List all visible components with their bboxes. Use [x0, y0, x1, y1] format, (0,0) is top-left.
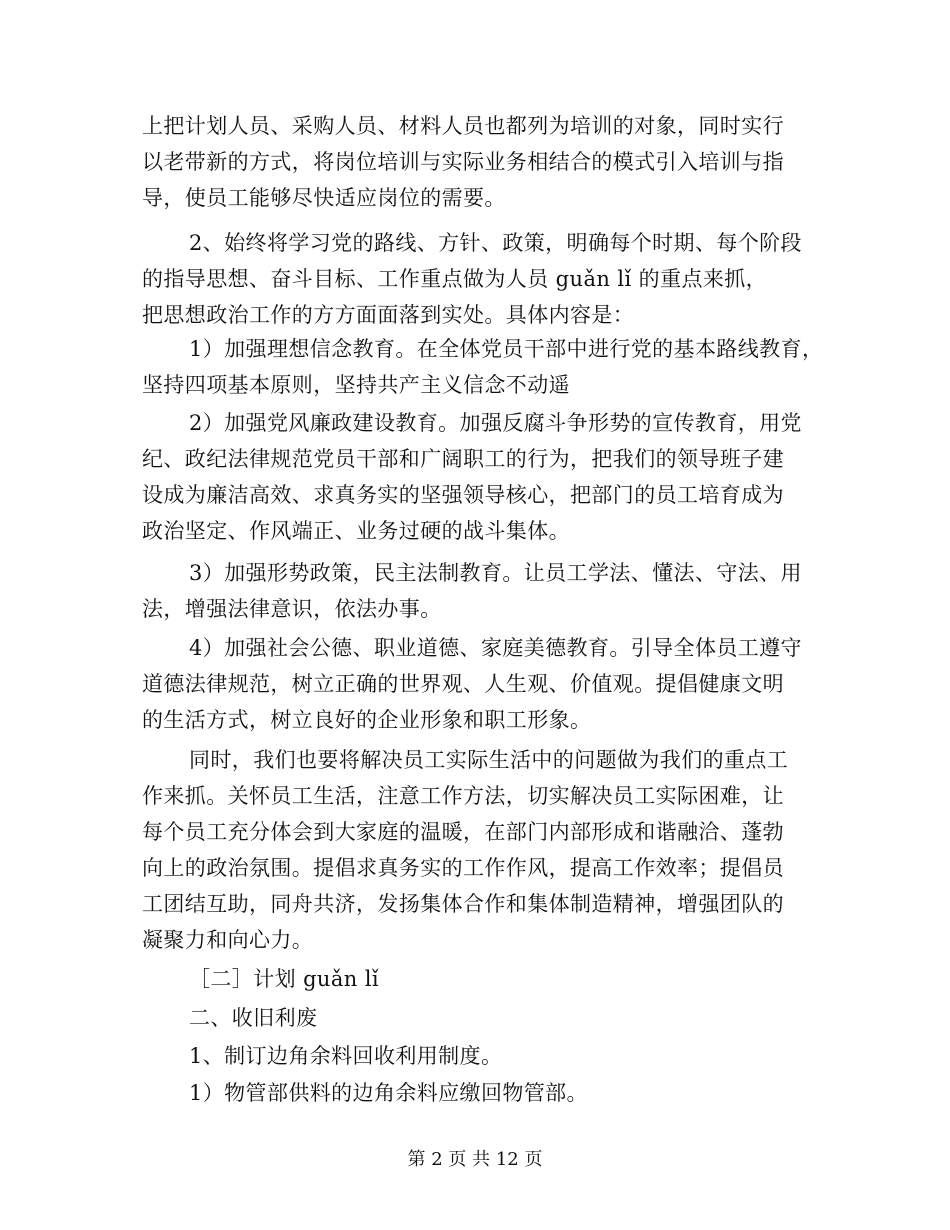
text-line: 每个员工充分体会到大家庭的温暖，在部门内部形成和谐融洽、蓬勃 — [142, 820, 784, 844]
text-line: 道德法律规范，树立正确的世界观、人生观、价值观。提倡健康文明 — [142, 672, 784, 696]
paragraph-start-line: 1）加强理想信念教育。在全体党员干部中进行党的基本路线教育， — [189, 337, 824, 361]
paragraph-start-line: 2、始终将学习党的路线、方针、政策，明确每个时期、每个阶段 — [189, 231, 802, 255]
paragraph-start-line: 同时，我们也要将解决员工实际生活中的问题做为我们的重点工 — [189, 748, 789, 772]
section-heading: 二、收旧利废 — [189, 1006, 318, 1030]
text-line: 向上的政治氛围。提倡求真务实的工作作风，提高工作效率；提倡员 — [142, 856, 784, 880]
text-line: 设成为廉洁高效、求真务实的坚强领导核心，把部门的员工培育成为 — [142, 483, 784, 507]
text-line: 导，使员工能够尽快适应岗位的需要。 — [142, 186, 506, 210]
text-line: 的生活方式，树立良好的企业形象和职工形象。 — [142, 708, 592, 732]
list-item-line: 1、制订边角余料回收利用制度。 — [189, 1044, 503, 1068]
text-line: 凝聚力和向心力。 — [142, 928, 314, 952]
list-item-line: 1）物管部供料的边角余料应缴回物管部。 — [189, 1081, 588, 1105]
paragraph-start-line: 4）加强社会公德、职业道德、家庭美德教育。引导全体员工遵守 — [189, 636, 802, 660]
text-line: 上把计划人员、采购人员、材料人员也都列为培训的对象，同时实行 — [142, 114, 784, 138]
text-line: 以老带新的方式，将岗位培训与实际业务相结合的模式引入培训与指 — [142, 150, 784, 174]
text-line: 工团结互助，同舟共济，发扬集体合作和集体制造精神，增强团队的 — [142, 892, 784, 916]
text-line: 的指导思想、奋斗目标、工作重点做为人员 guǎn lǐ 的重点来抓， — [142, 267, 768, 291]
text-line: 政治坚定、作风端正、业务过硬的战斗集体。 — [142, 519, 570, 543]
paragraph-start-line: 2）加强党风廉政建设教育。加强反腐斗争形势的宣传教育，用党 — [189, 411, 802, 435]
text-line: 纪、政纪法律规范党员干部和广阔职工的行为，把我们的领导班子建 — [142, 447, 784, 471]
page-number-footer: 第 2 页 共 12 页 — [407, 1149, 543, 1170]
section-heading: ［二］计划 guǎn lǐ — [189, 967, 379, 991]
paragraph-start-line: 3）加强形势政策，民主法制教育。让员工学法、懂法、守法、用 — [189, 561, 802, 585]
text-line: 作来抓。关怀员工生活，注意工作方法，切实解决员工实际困难，让 — [142, 784, 784, 808]
text-line: 法，增强法律意识，依法办事。 — [142, 597, 442, 621]
text-line: 把思想政治工作的方方面面落到实处。具体内容是： — [142, 303, 635, 327]
text-line: 坚持四项基本原则，坚持共产主义信念不动遥 — [142, 373, 570, 397]
